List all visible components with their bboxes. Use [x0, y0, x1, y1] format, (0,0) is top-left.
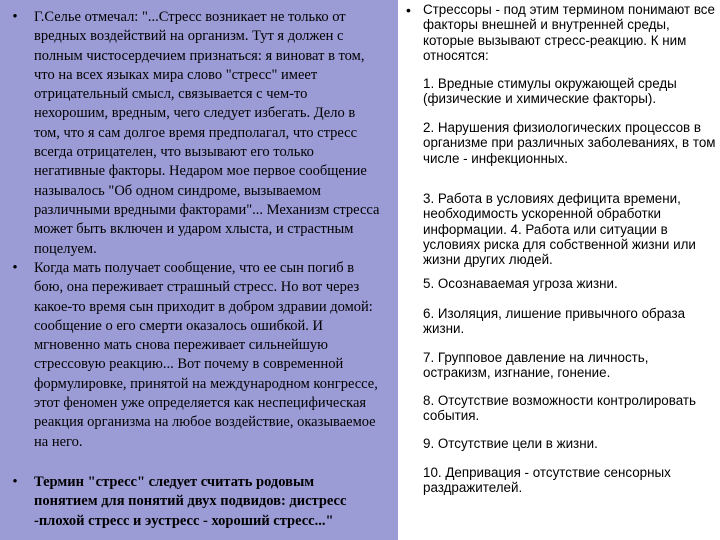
selye-quote-paragraph: Г.Селье отмечал: "...Стресс возникает не только от вредных воздействий на организм. Тут я должен с полным чистосердечием признаться: я виноват в том, что на всех языках мира слово "стресс" имеет отрицательный смысл, связывается с чем-то нехорошим, вредным, чего следует избегать. Дело в том, что я сам долгое время предполагал, что стресс всегда отрицателен, что вызывают его только негативные факторы. Недаром мое первое сообщение называлось "Об одном синдроме, вызываемом различными вредными факторами"... Механизм стресса может быть включен и ударом хлыста, и страстным поцелуем. [34, 9, 380, 257]
stressor-item-5: 5. Осознаваемая угроза жизни. [423, 276, 618, 291]
stressor-item-9: 9. Отсутствие цели в жизни. [423, 436, 598, 451]
term-definition-paragraph: Термин "стресс" следует считать родовым понятием для понятий двух подвидов: дистресс -плохой стресс и эустресс - хороший стресс..." [34, 474, 347, 529]
mother-example-paragraph: Когда мать получает сообщение, что ее сын погиб в бою, она переживает страшный стресс. Но вот через какое-то время сын приходит в добром здравии домой: сообщение о его смерти оказалось ошибкой. И мгновенно мать снова переживает сильнейшую стрессовую реакцию... Вот почему в современной формулировке, принятой на международном конгрессе, этот феномен уже определяется как неспецифическая реакция организма на любое воздействие, оказываемое на него. [34, 260, 378, 450]
stressor-item-10: 10. Депривация - отсутствие сенсорных раздражителей. [423, 465, 671, 496]
bullet-2: • [12, 260, 18, 276]
bullet-1: • [12, 9, 18, 25]
stressor-item-7: 7. Групповое давление на личность, остракизм, изгнание, гонение. [423, 350, 649, 381]
stressor-item-6: 6. Изоляция, лишение привычного образа жизни. [423, 306, 686, 337]
bullet-3: • [12, 474, 18, 490]
stressor-item-3-4: 3. Работа в условиях дефицита времени, необходимость ускоренной обработки информации. 4. Работа или ситуации в условиях риска для собственной жизни или жизни других людей. [423, 191, 696, 268]
stressors-intro: Стрессоры - под этим термином понимают все факторы внешней и внутренней среды, которые вызывают стресс-реакцию. К ним относятся: [423, 2, 715, 63]
bullet-right: • [406, 2, 411, 18]
stressor-item-1: 1. Вредные стимулы окружающей среды (физические и химические факторы). [423, 76, 677, 107]
stressor-item-8: 8. Отсутствие возможности контролировать события. [423, 393, 696, 424]
stressor-item-2: 2. Нарушения физиологических процессов в организме при различных заболеваниях, в том числе - инфекционных. [423, 120, 716, 166]
